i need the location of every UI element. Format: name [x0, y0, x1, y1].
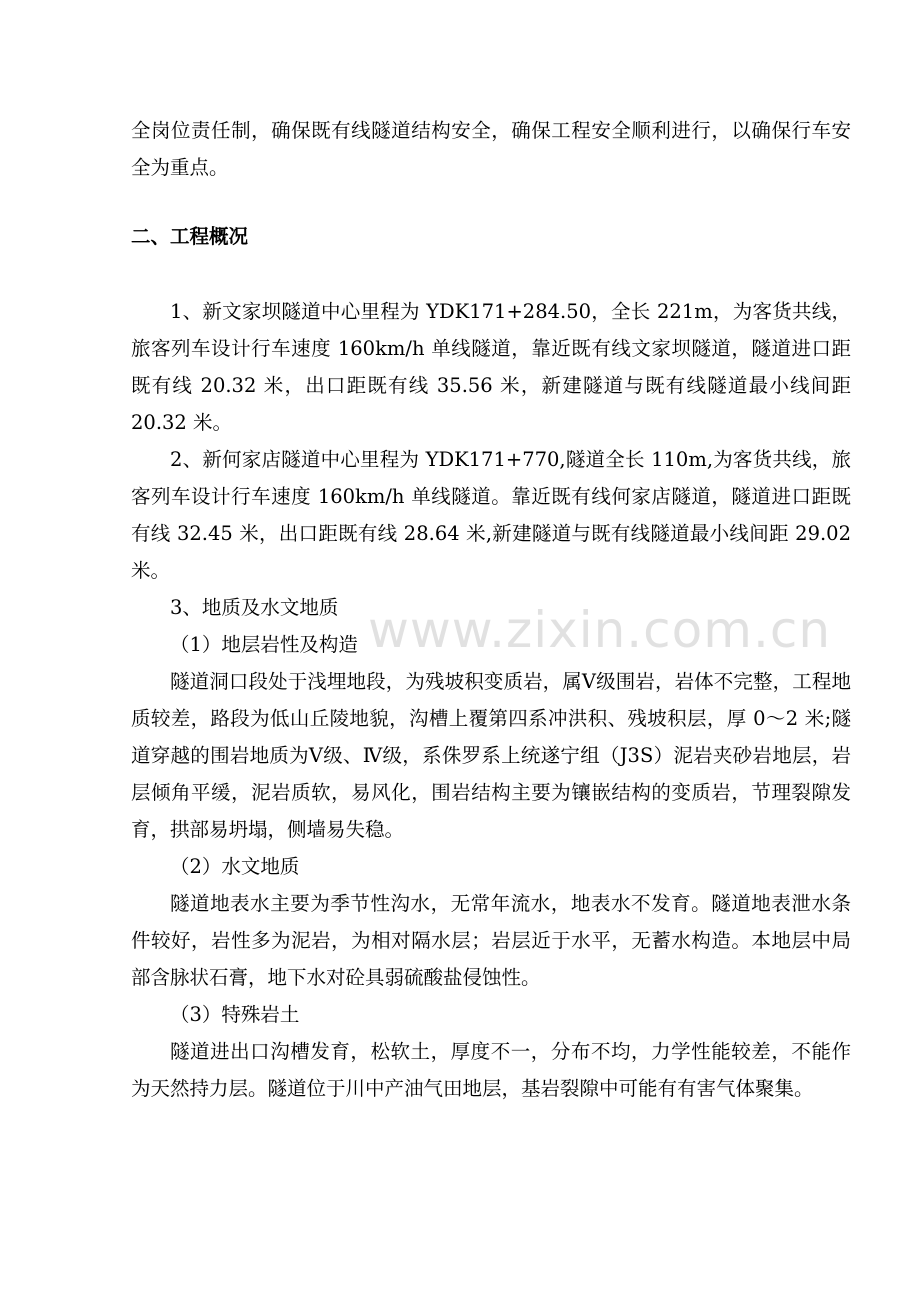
- spacer: [131, 255, 851, 293]
- section-heading: 二、工程概况: [131, 225, 249, 248]
- subheading-geology: 3、地质及水文地质: [170, 596, 339, 619]
- document-body: [131, 112, 851, 1107]
- paragraph-tunnel-1: 1、新文家坝隧道中心里程为 YDK171+284.50，全长 221m，为客货共线，旅客列车设计行车速度 160km/h 单线隧道，靠近既有线文家坝隧道，隧道进口距既有线 20.32 米，出口距既有线 35.56 米，新建隧道与既有线隧道最小线间距 20.32 米。: [131, 300, 851, 434]
- paragraph-hydrology: 隧道地表水主要为季节性沟水，无常年流水，地表水不发育。隧道地表泄水条件较好，岩性多为泥岩，为相对隔水层；岩层近于水平，无蓄水构造。本地层中局部含脉状石膏，地下水对砼具弱硫酸盐侵蚀性。: [131, 892, 851, 989]
- subheading-special-soil: （3）特殊岩土: [170, 1003, 300, 1026]
- subheading-hydrology: （2）水文地质: [170, 855, 300, 878]
- paragraph-special-soil: 隧道进出口沟槽发育，松软土，厚度不一，分布不均，力学性能较差，不能作为天然持力层。隧道位于川中产油气田地层，基岩裂隙中可能有有害气体聚集。: [131, 1040, 851, 1100]
- paragraph-tunnel-2: 2、新何家店隧道中心里程为 YDK171+770,隧道全长 110m,为客货共线，旅客列车设计行车速度 160km/h 单线隧道。靠近既有线何家店隧道，隧道进口距既有线 32.45 米，出口距既有线 28.64 米,新建隧道与既有线隧道最小线间距 29.02 米。: [131, 448, 851, 582]
- paragraph-continuation: 全岗位责任制，确保既有线隧道结构安全，确保工程安全顺利进行，以确保行车安全为重点。: [131, 119, 851, 179]
- spacer: [131, 186, 851, 218]
- watermark-text: www.zixin.com.cn: [368, 601, 832, 659]
- paragraph-strata: 隧道洞口段处于浅埋地段，为残坡积变质岩，属Ⅴ级围岩，岩体不完整，工程地质较差，路段为低山丘陵地貌，沟槽上覆第四系冲洪积、残坡积层，厚 0～2 米;隧道穿越的围岩地质为Ⅴ级、Ⅳ级，系侏罗系上统遂宁组（J3S）泥岩夹砂岩地层，岩层倾角平缓，泥岩质软，易风化，围岩结构主要为镶嵌结构的变质岩，节理裂隙发育，拱部易坍塌，侧墙易失稳。: [131, 670, 851, 841]
- subheading-strata: （1）地层岩性及构造: [170, 633, 358, 656]
